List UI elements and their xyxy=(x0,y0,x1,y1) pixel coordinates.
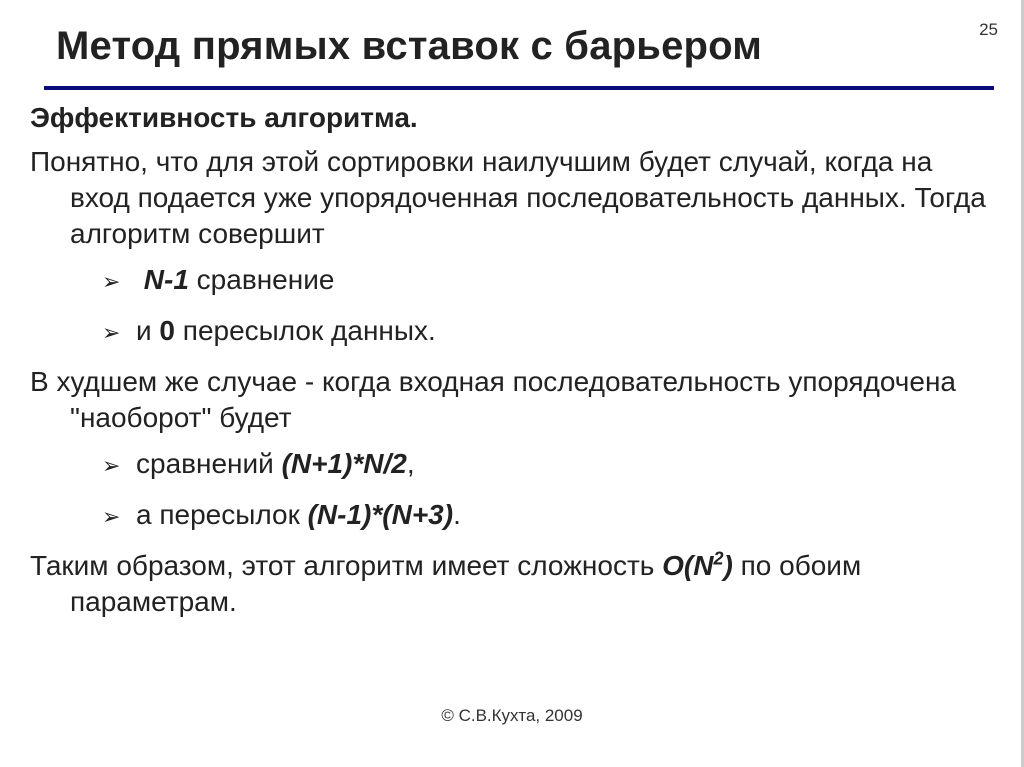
list-item xyxy=(102,262,990,300)
list-item xyxy=(102,313,990,351)
complexity-formula xyxy=(662,550,733,581)
list-item-label: . xyxy=(453,499,461,530)
formula-exponent: 2 xyxy=(713,548,724,569)
formula-base: O(N xyxy=(662,550,714,581)
conclusion-prefix: Таким образом, этот алгоритм имеет сложность xyxy=(30,550,663,581)
worst-case-list xyxy=(30,446,990,535)
title-underline xyxy=(44,86,994,90)
list-item xyxy=(102,497,990,535)
paragraph-best-case: Понятно, что для этой сортировки наилучшим будет случай, когда на вход подается уже упорядоченная последовательность данных. Тогда алгоритм совершит xyxy=(30,146,986,249)
list-item-text xyxy=(136,262,334,298)
formula: N-1 xyxy=(143,264,189,295)
section-heading: Эффективность алгоритма. xyxy=(30,102,418,133)
arrow-bullet-icon: ➢ xyxy=(102,453,121,478)
list-item-prefix: а пересылок xyxy=(136,499,308,530)
slide-title: Метод прямых вставок с барьером xyxy=(56,24,763,68)
page-number: 25 xyxy=(979,20,998,39)
formula: 0 xyxy=(159,315,175,346)
list-item xyxy=(102,446,990,484)
paragraph-worst-case: В худшем же случае - когда входная последовательность упорядочена "наоборот" будет xyxy=(30,366,956,433)
list-item-label: сравнение xyxy=(188,264,335,295)
list-item-text xyxy=(136,313,436,349)
arrow-bullet-icon: ➢ xyxy=(102,504,121,529)
formula-close: ) xyxy=(723,550,733,581)
list-item-prefix: сравнений xyxy=(136,448,282,479)
conclusion-suffix: по обоим параметрам. xyxy=(70,550,862,617)
slide-content xyxy=(30,100,990,630)
footer-copyright: © С.В.Кухта, 2009 xyxy=(441,706,583,725)
list-item-text xyxy=(136,446,415,482)
paragraph-conclusion xyxy=(30,548,990,620)
list-item-label: пересылок данных. xyxy=(175,315,436,346)
list-item-text xyxy=(136,497,461,533)
arrow-bullet-icon: ➢ xyxy=(102,269,121,294)
best-case-list xyxy=(30,262,990,351)
arrow-bullet-icon: ➢ xyxy=(102,320,121,345)
list-item-prefix: и xyxy=(136,315,160,346)
formula: (N-1)*(N+3) xyxy=(307,499,454,530)
formula: (N+1)*N/2 xyxy=(281,448,407,479)
list-item-label: , xyxy=(406,448,415,479)
